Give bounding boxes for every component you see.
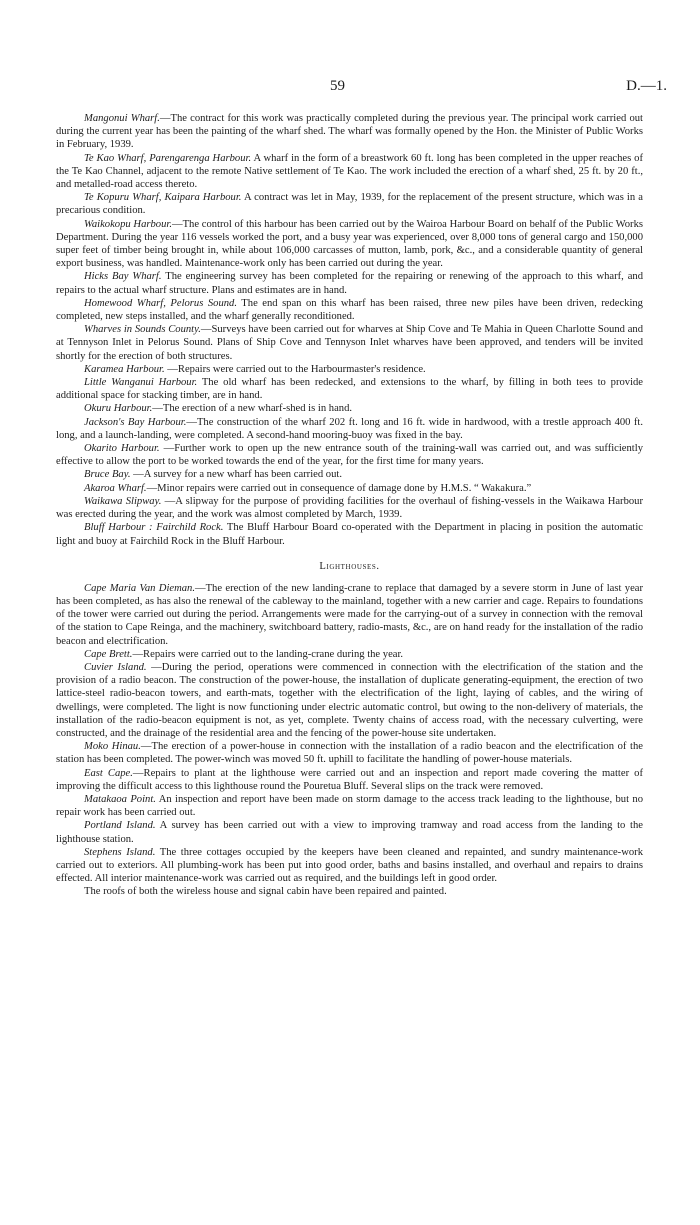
paragraph <box>56 846 643 886</box>
lighthouses-section <box>56 582 643 899</box>
paragraph-title: Wharves in Sounds County. <box>84 324 201 336</box>
paragraph-text: A wharf in the form of a breastwork 60 ft. long has been completed in the upper reaches of the Te Kao Channel, adjacent to the remote Native settlement of Te Kao. The work included the erection of a wharf shed, 25 ft. by 20 ft., and metalled-road access thereto. <box>56 152 643 191</box>
harbours-wharves-section <box>56 112 643 548</box>
paragraph-text: The Bluff Harbour Board co-operated with the Department in placing in position the automatic light and buoy at Fairchild Rock in the Bluff Harbour. <box>56 522 643 547</box>
paragraph-text: A survey has been carried out with a view to improving tramway and road access from the landing to the lighthouse station. <box>56 820 643 845</box>
lighthouses-heading: Lighthouses. <box>319 560 380 572</box>
paragraph <box>56 582 643 648</box>
paragraph-title: Bluff Harbour : Fairchild Rock. <box>84 522 224 534</box>
paragraph-title: Waikawa Slipway. <box>84 495 162 507</box>
paragraph <box>56 521 643 547</box>
paragraph-title: Cuvier Island. <box>84 661 147 673</box>
paragraph-title: Little Wanganui Harbour. <box>84 377 198 389</box>
paragraph <box>56 218 643 271</box>
paragraph-text: —During the period, operations were commenced in connection with the electrification of the station and the provision of a radio beacon. The construction of the power-house, the installation of duplicate generating-equipment, the erection of two lattice-steel radio-beacon towers, and earth-mats, together with the electrification of the light, laying of cables, and the wiring of dwellings, were completed. The light is now functioning under electric automatic control, but owing to the non-delivery of materials, the installation of the radio-beacon equipment is not, as yet, complete. Twenty chains of access road, with the necessary culverting, were constructed, and the drainage of the residential area and the fencing of the power-house site undertaken. <box>56 661 643 739</box>
paragraph <box>56 191 643 217</box>
paragraph <box>56 297 643 323</box>
paragraph <box>56 402 643 415</box>
paragraph-title: East Cape. <box>84 767 133 779</box>
paragraph-text: The old wharf has been redecked, and extensions to the wharf, by filling in both tees to provide additional space for stacking timber, are in hand. <box>56 377 644 402</box>
page-body <box>56 112 643 899</box>
paragraph-title: Mangonui Wharf. <box>84 113 160 124</box>
paragraph <box>56 793 643 819</box>
paragraph-title: Jackson's Bay Harbour. <box>84 416 187 428</box>
paragraph-title: Moko Hinau. <box>84 741 141 753</box>
paragraph-title: Bruce Bay. <box>84 469 131 481</box>
paragraph-title: Te Kopuru Wharf, Kaipara Harbour. <box>84 192 242 204</box>
paragraph-text: A contract was let in May, 1939, for the replacement of the present structure, which was in a precarious condition. <box>56 192 643 217</box>
paragraph <box>56 376 643 402</box>
paragraph-text: —The construction of the wharf 202 ft. long and 16 ft. wide in hardwood, with a trestle approach 400 ft. long, and a launch-landing, were completed. A second-hand mooring-buoy was fixed in the bay. <box>56 416 643 441</box>
paragraph-text: —A survey for a new wharf has been carried out. <box>130 469 342 481</box>
paragraph <box>56 416 643 442</box>
paragraph-text: —The contract for this work was practically completed during the previous year. The principal work carried out during the current year has been the painting of the wharf shed. The wharf was formally opened by the Hon. the Minister of Public Works in February, 1939. <box>56 113 643 151</box>
paragraph-text: The roofs of both the wireless house and signal cabin have been repaired and painted. <box>84 886 447 898</box>
paragraph <box>56 363 643 376</box>
paragraph-title: Portland Island. <box>84 820 156 832</box>
paragraph-text: —The control of this harbour has been carried out by the Wairoa Harbour Board on behalf of the Public Works Department. During the year 116 vessels worked the port, and a busy year was experienced, over 8,000 tons of general cargo and 150,000 super feet of timber being brought in, while about 106,000 carcasses of mutton, lamb, pork, &c., and a considerable quantity of general export business, was handled. Maintenance-work only has been carried out during the year. <box>56 218 643 270</box>
paragraph <box>56 648 643 661</box>
paragraph <box>56 885 643 898</box>
paragraph-title: Okuru Harbour. <box>84 403 153 415</box>
paragraph-title: Waikokopu Harbour. <box>84 218 172 230</box>
paragraph <box>56 270 643 296</box>
paragraph-text: An inspection and report have been made on storm damage to the access track leading to the lighthouse, but no repair work has been carried out. <box>56 793 643 819</box>
paragraph-text: The three cottages occupied by the keepers have been cleaned and repainted, and sundry maintenance-work carried out to exteriors. All plumbing-work has been put into good order, baths and basins installed, and overhaul and repairs to drains effected. All interior maintenance-work was carried out as required, and the buildings left in good order. <box>56 846 643 885</box>
paragraph-title: Te Kao Wharf, Parengarenga Harbour. <box>84 152 252 164</box>
paragraph <box>56 819 643 845</box>
paragraph-title: Homewood Wharf, Pelorus Sound. <box>84 297 237 309</box>
document-reference: D.—1. <box>626 78 667 94</box>
paragraph <box>56 468 643 481</box>
paragraph <box>56 661 643 740</box>
paragraph-text: —A slipway for the purpose of providing facilities for the overhaul of fishing-vessels in the Waikawa Harbour was erected during the year, and the work was almost completed by March, 1939. <box>56 495 643 521</box>
paragraph-text: —Further work to open up the new entrance south of the training-wall was carried out, and was sufficiently effective to allow the port to be worked towards the end of the year, for the first time for many years. <box>56 443 643 468</box>
paragraph <box>56 152 643 192</box>
paragraph-text: —Repairs were carried out to the Harbourmaster's residence. <box>164 363 426 375</box>
page-header <box>0 78 700 98</box>
paragraph <box>56 767 643 793</box>
paragraph-text: —Repairs were carried out to the landing-crane during the year. <box>132 648 404 660</box>
paragraph-text: —Surveys have been carried out for wharves at Ship Cove and Te Mahia in Queen Charlotte Sound and at Tennyson Inlet in Pelorus Sound. Plans of Ship Cove and Tennyson Inlet wharves have been approved, and tenders will be invited shortly for the erection of both structures. <box>56 324 643 362</box>
paragraph-title: Cape Maria Van Dieman. <box>84 582 195 594</box>
paragraph-text: —Minor repairs were carried out in consequence of damage done by H.M.S. “ Wakakura.” <box>146 482 532 494</box>
paragraph-text: —The erection of a power-house in connection with the installation of a radio beacon and the electrification of the station has been completed. The power-winch was moved 50 ft. uphill to facilitate the handling of power-house materials. <box>56 741 643 766</box>
page-number: 59 <box>330 78 345 94</box>
paragraph <box>56 112 643 152</box>
paragraph-title: Stephens Island. <box>84 846 156 858</box>
paragraph-title: Akaroa Wharf. <box>84 482 147 494</box>
paragraph-text: —The erection of the new landing-crane to replace that damaged by a severe storm in June of last year has been completed, as has also the renewal of the cableway to the mainland, together with a new carrier and cage. Repairs to foundations of the tower were carried out during the period. Arrangements were made for the carrying-out of a survey in connection with the removal of the station to Cape Reinga, and the machinery, switchboard battery, radio-masts, &c., are on hand ready for the installation of the radio beacon and electrification. <box>56 582 643 647</box>
paragraph-title: Cape Brett. <box>84 648 133 660</box>
paragraph <box>56 495 643 521</box>
paragraph-title: Karamea Harbour. <box>84 363 165 375</box>
paragraph <box>56 442 643 468</box>
paragraph <box>56 482 643 495</box>
paragraph <box>56 323 643 363</box>
paragraph-text: The engineering survey has been completed for the repairing or renewing of the approach to this wharf, and repairs to the actual wharf structure. Plans and estimates are in hand. <box>56 271 643 296</box>
paragraph-text: —The erection of a new wharf-shed is in hand. <box>152 403 353 415</box>
paragraph-text: The end span on this wharf has been raised, three new piles have been driven, redecking completed, new steps installed, and the wharf generally reconditioned. <box>56 297 643 323</box>
paragraph-text: —Repairs to plant at the lighthouse were carried out and an inspection and report made covering the matter of improving the difficult access to this lighthouse round the Pouretua Bluff. Several slips on the track were removed. <box>56 767 643 792</box>
paragraph-title: Hicks Bay Wharf. <box>84 271 162 283</box>
paragraph <box>56 740 643 766</box>
paragraph-title: Matakaoa Point. <box>84 793 156 805</box>
paragraph-title: Okarito Harbour. <box>84 443 160 455</box>
